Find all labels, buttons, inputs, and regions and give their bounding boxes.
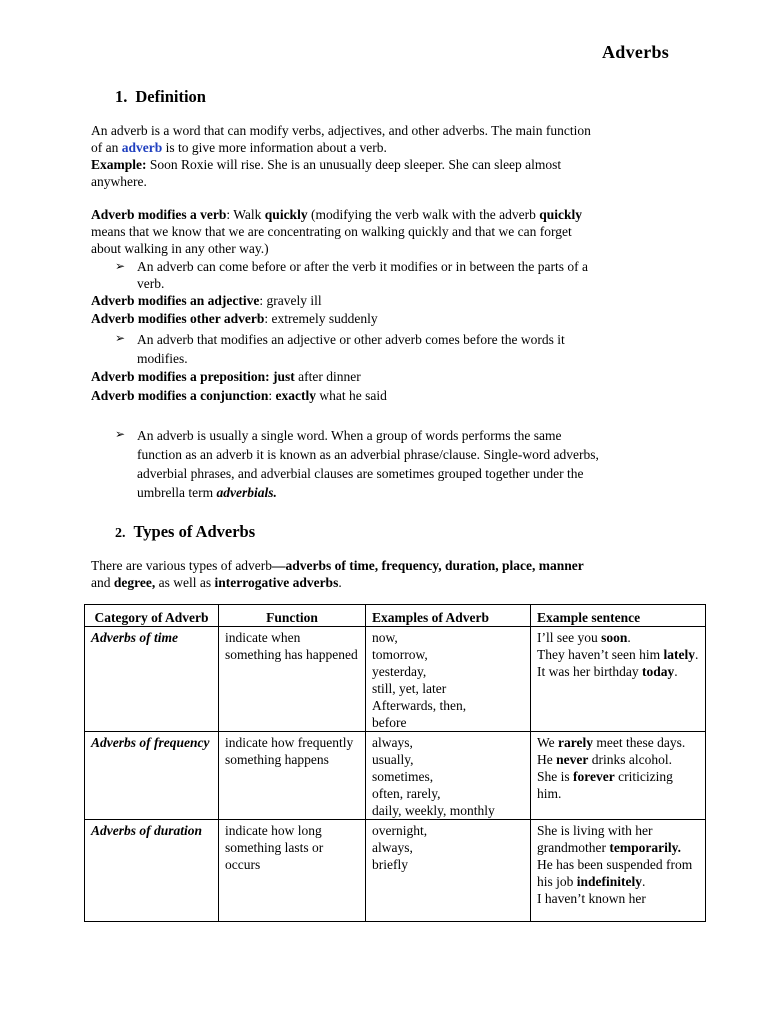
example-sentence (537, 663, 699, 680)
example-sentence (537, 890, 699, 907)
other-adverb-rule (91, 310, 671, 327)
sentence-cell (531, 820, 706, 922)
text-run: There are various types of adverb (91, 558, 273, 573)
text-line: modifies. (137, 351, 188, 366)
definition-paragraph (91, 122, 671, 190)
table-row (85, 820, 706, 922)
adverb-link[interactable]: adverb (121, 140, 163, 155)
text-line: anywhere. (91, 174, 147, 189)
example-item: sometimes, (372, 769, 434, 784)
rule-label: Adverb modifies other adverb (91, 311, 265, 326)
text-run: meet these days. (593, 735, 686, 750)
text-run: (modifying the verb walk with the adverb (307, 207, 540, 222)
text-run: I haven’t known her (537, 891, 646, 906)
arrow-bullet-icon: ➢ (115, 331, 126, 345)
example-sentence (537, 822, 699, 856)
adverb-types-table (84, 604, 706, 922)
text-run: . (627, 630, 631, 645)
example-item: always, (372, 840, 413, 855)
text-run: : Walk (226, 207, 265, 222)
section-title: Types of Adverbs (133, 522, 256, 541)
rule-label: Adverb modifies a conjunction (91, 388, 269, 403)
text-run: . (338, 575, 342, 590)
example-item: Afterwards, then, (372, 698, 467, 713)
bold-word: temporarily. (609, 840, 681, 855)
text-run: It was her birthday (537, 664, 642, 679)
text-run: She is living with her grandmother (537, 823, 653, 855)
example-item: yesterday, (372, 664, 427, 679)
rule-label: Adverb modifies an adjective (91, 293, 260, 308)
example-text: Soon Roxie will rise. She is an unusually deep sleeper. She can sleep almost (146, 157, 562, 172)
text-line: function as an adverb it is known as an adverbial phrase/clause. Single-word adverbs, (137, 447, 599, 462)
text-run: We (537, 735, 559, 750)
column-header: Examples of Adverb (366, 605, 531, 627)
example-sentence (537, 646, 699, 663)
text-run: : extremely suddenly (264, 311, 378, 326)
text-line (91, 139, 671, 156)
bullet-text (137, 426, 670, 502)
example-sentence (537, 734, 699, 751)
bold-word: quickly (264, 207, 308, 222)
example-item: usually, (372, 752, 414, 767)
text-line: adverbial phrases, and adverbial clauses are sometimes grouped together under the (137, 466, 584, 481)
text-run: He has been suspended from his job (537, 857, 693, 889)
function-cell: indicate how frequently something happens (219, 732, 366, 820)
bold-word: rarely (558, 735, 594, 750)
text-run: . (674, 664, 678, 679)
text-line: An adverb that modifies an adjective or other adverb comes before the words it (137, 332, 565, 347)
section-number: 1. (115, 87, 128, 106)
types-intro (91, 557, 691, 591)
text-run: She is (537, 769, 574, 784)
verb-paragraph (91, 206, 671, 257)
section-heading-types (115, 523, 255, 542)
table-header-row (85, 605, 706, 627)
text-line: An adverb is a word that can modify verbs, adjectives, and other adverbs. The main function (91, 123, 591, 138)
bold-word: forever (573, 769, 615, 784)
category-cell: Adverbs of duration (85, 820, 219, 922)
bold-word: today (641, 664, 675, 679)
example-item: always, (372, 735, 413, 750)
bold-word: lately (663, 647, 695, 662)
function-cell: indicate when something has happened (219, 627, 366, 732)
table-row (85, 732, 706, 820)
sentence-cell (531, 627, 706, 732)
bold-run: —adverbs of time, frequency, duration, place, manner (272, 558, 584, 573)
text-run: : gravely ill (259, 293, 322, 308)
text-line: means that we know that we are concentrating on walking quickly and that we can forget (91, 224, 572, 239)
text-line (91, 574, 691, 591)
text-line (137, 483, 670, 502)
examples-cell (366, 627, 531, 732)
example-item: tomorrow, (372, 647, 428, 662)
text-run: He (537, 752, 557, 767)
bullet-text (137, 258, 670, 292)
column-header: Function (219, 605, 366, 627)
bold-word: soon (601, 630, 628, 645)
example-sentence (537, 856, 699, 890)
examples-cell (366, 732, 531, 820)
document-title: Adverbs (602, 42, 670, 62)
arrow-bullet-icon: ➢ (115, 427, 126, 441)
preposition-rule (91, 368, 671, 385)
bold-italic-word: adverbials. (216, 485, 277, 500)
example-item: often, rarely, (372, 786, 441, 801)
section-heading-definition (115, 88, 206, 105)
bold-word: indefinitely (576, 874, 643, 889)
text-run: and (91, 575, 114, 590)
text-run: drinks alcohol. (588, 752, 672, 767)
rule-label: Adverb modifies a preposition: just (91, 369, 295, 384)
category-cell: Adverbs of frequency (85, 732, 219, 820)
example-item: briefly (372, 857, 408, 872)
example-item: now, (372, 630, 398, 645)
example-line (91, 156, 671, 173)
sentence-cell (531, 732, 706, 820)
text-run: of an (91, 140, 122, 155)
conjunction-rule (91, 387, 671, 404)
bullet-text (137, 330, 670, 368)
bold-run: interrogative adverbs (214, 575, 339, 590)
section-number: 2. (115, 526, 126, 541)
example-sentence (537, 768, 699, 802)
text-run: . (694, 647, 699, 662)
text-run: They haven’t seen him (537, 647, 664, 662)
rule-label: Adverb modifies a verb (91, 207, 227, 222)
bold-run: degree, (113, 575, 156, 590)
function-cell: indicate how long something lasts or occurs (219, 820, 366, 922)
text-run: I’ll see you (537, 630, 602, 645)
example-item: overnight, (372, 823, 428, 838)
text-line (91, 557, 691, 574)
column-header: Example sentence (531, 605, 706, 627)
category-cell: Adverbs of time (85, 627, 219, 732)
example-label: Example: (91, 157, 147, 172)
text-line: An adverb is usually a single word. When a group of words performs the same (137, 428, 562, 443)
text-line: about walking in any other way.) (91, 241, 269, 256)
example-item: still, yet, later (372, 681, 447, 696)
text-run: . (642, 874, 646, 889)
table-row (85, 627, 706, 732)
example-sentence (537, 751, 699, 768)
text-line: verb. (137, 276, 165, 291)
text-run: after dinner (294, 369, 361, 384)
text-run: : (268, 388, 276, 403)
text-run: as well as (155, 575, 215, 590)
bold-word: quickly (539, 207, 583, 222)
text-run: criticizing him. (537, 769, 673, 801)
examples-cell (366, 820, 531, 922)
arrow-bullet-icon: ➢ (115, 259, 126, 273)
example-item: daily, weekly, monthly (372, 803, 495, 818)
section-title: Definition (135, 87, 206, 106)
bold-word: exactly (275, 388, 317, 403)
text-run: is to give more information about a verb. (162, 140, 387, 155)
bold-word: never (556, 752, 589, 767)
text-line: An adverb can come before or after the verb it modifies or in between the parts of a (137, 259, 588, 274)
example-sentence (537, 629, 699, 646)
text-run: umbrella term (137, 485, 217, 500)
adjective-rule (91, 292, 671, 309)
text-run: what he said (316, 388, 387, 403)
example-item: before (372, 715, 407, 730)
text-line (91, 206, 671, 223)
column-header: Category of Adverb (85, 605, 219, 627)
